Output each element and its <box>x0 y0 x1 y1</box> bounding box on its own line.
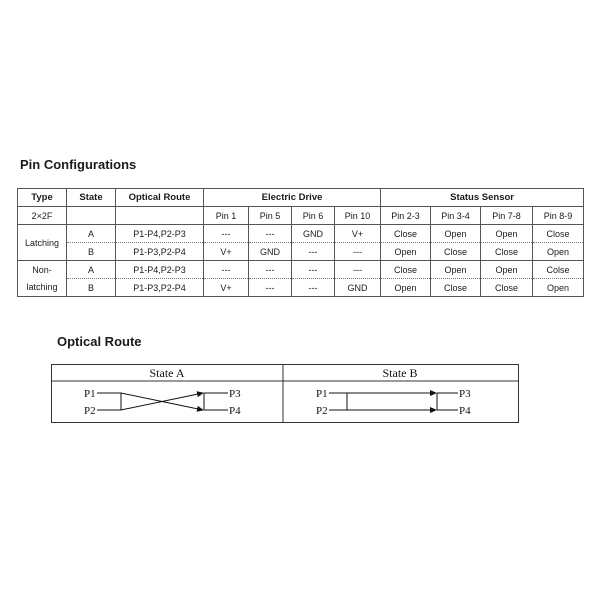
state-a-port-p3: P3 <box>229 388 241 400</box>
group-non-latching-line2: latching <box>18 279 67 297</box>
data-cell: Close <box>381 261 431 279</box>
table-header-row <box>18 189 584 207</box>
state-b-port-p3: P3 <box>459 388 471 400</box>
data-cell: --- <box>292 243 335 261</box>
header-status-sensor: Status Sensor <box>381 189 584 207</box>
group-name: Latching <box>24 237 60 248</box>
state-a-label: State A <box>149 366 185 380</box>
data-cell: Close <box>481 279 533 297</box>
data-cell: Open <box>481 225 533 243</box>
state-cell: B <box>67 243 116 261</box>
state-b-port-p4: P4 <box>459 405 471 417</box>
data-cell: Open <box>533 243 584 261</box>
pin-header: Pin 3-4 <box>431 207 481 225</box>
data-cell: --- <box>292 261 335 279</box>
pin-header: Pin 2-3 <box>381 207 431 225</box>
data-cell: Open <box>533 279 584 297</box>
pin-header: Pin 6 <box>292 207 335 225</box>
data-cell: --- <box>204 261 249 279</box>
optical-route-diagram <box>51 364 519 424</box>
table-pin-row <box>18 207 584 225</box>
data-cell: Close <box>381 225 431 243</box>
header-electric-drive: Electric Drive <box>204 189 381 207</box>
data-cell: Close <box>431 243 481 261</box>
table-row <box>18 261 584 279</box>
state-b-label: State B <box>382 366 418 380</box>
group-latching <box>18 225 67 261</box>
empty-cell <box>116 207 204 225</box>
state-cell: A <box>67 261 116 279</box>
data-cell: --- <box>249 261 292 279</box>
pin-header: Pin 10 <box>335 207 381 225</box>
pin-config-title: Pin Configurations <box>20 157 137 172</box>
route-cell: P1-P3,P2-P4 <box>116 243 204 261</box>
data-cell: V+ <box>204 243 249 261</box>
pin-header: Pin 7-8 <box>481 207 533 225</box>
table-row <box>18 243 584 261</box>
data-cell: Open <box>431 261 481 279</box>
data-cell: --- <box>335 261 381 279</box>
route-cell: P1-P3,P2-P4 <box>116 279 204 297</box>
route-cell: P1-P4,P2-P3 <box>116 261 204 279</box>
data-cell: Open <box>481 261 533 279</box>
data-cell: Open <box>431 225 481 243</box>
data-cell: V+ <box>335 225 381 243</box>
data-cell: GND <box>249 243 292 261</box>
type-value: 2×2F <box>18 207 67 225</box>
data-cell: GND <box>292 225 335 243</box>
pin-header: Pin 1 <box>204 207 249 225</box>
data-cell: --- <box>292 279 335 297</box>
pin-config-table <box>17 188 584 297</box>
data-cell: --- <box>249 225 292 243</box>
state-a-port-p2: P2 <box>84 405 96 417</box>
header-optical-route: Optical Route <box>116 189 204 207</box>
data-cell: --- <box>335 243 381 261</box>
data-cell: Close <box>533 225 584 243</box>
data-cell: Close <box>431 279 481 297</box>
data-cell: Close <box>481 243 533 261</box>
pin-header: Pin 8-9 <box>533 207 584 225</box>
state-b-port-p1: P1 <box>316 388 328 400</box>
header-type: Type <box>18 189 67 207</box>
state-a-port-p1: P1 <box>84 388 96 400</box>
table-row <box>18 225 584 243</box>
state-cell: A <box>67 225 116 243</box>
table-row <box>18 279 584 297</box>
route-cell: P1-P4,P2-P3 <box>116 225 204 243</box>
data-cell: GND <box>335 279 381 297</box>
pin-header: Pin 5 <box>249 207 292 225</box>
optical-route-title: Optical Route <box>57 334 142 349</box>
data-cell: --- <box>204 225 249 243</box>
header-state: State <box>67 189 116 207</box>
data-cell: --- <box>249 279 292 297</box>
group-non-latching-line1: Non- <box>18 261 67 279</box>
state-b-port-p2: P2 <box>316 405 328 417</box>
empty-cell <box>67 207 116 225</box>
data-cell: Colse <box>533 261 584 279</box>
data-cell: V+ <box>204 279 249 297</box>
state-cell: B <box>67 279 116 297</box>
state-a-port-p4: P4 <box>229 405 241 417</box>
data-cell: Open <box>381 243 431 261</box>
data-cell: Open <box>381 279 431 297</box>
